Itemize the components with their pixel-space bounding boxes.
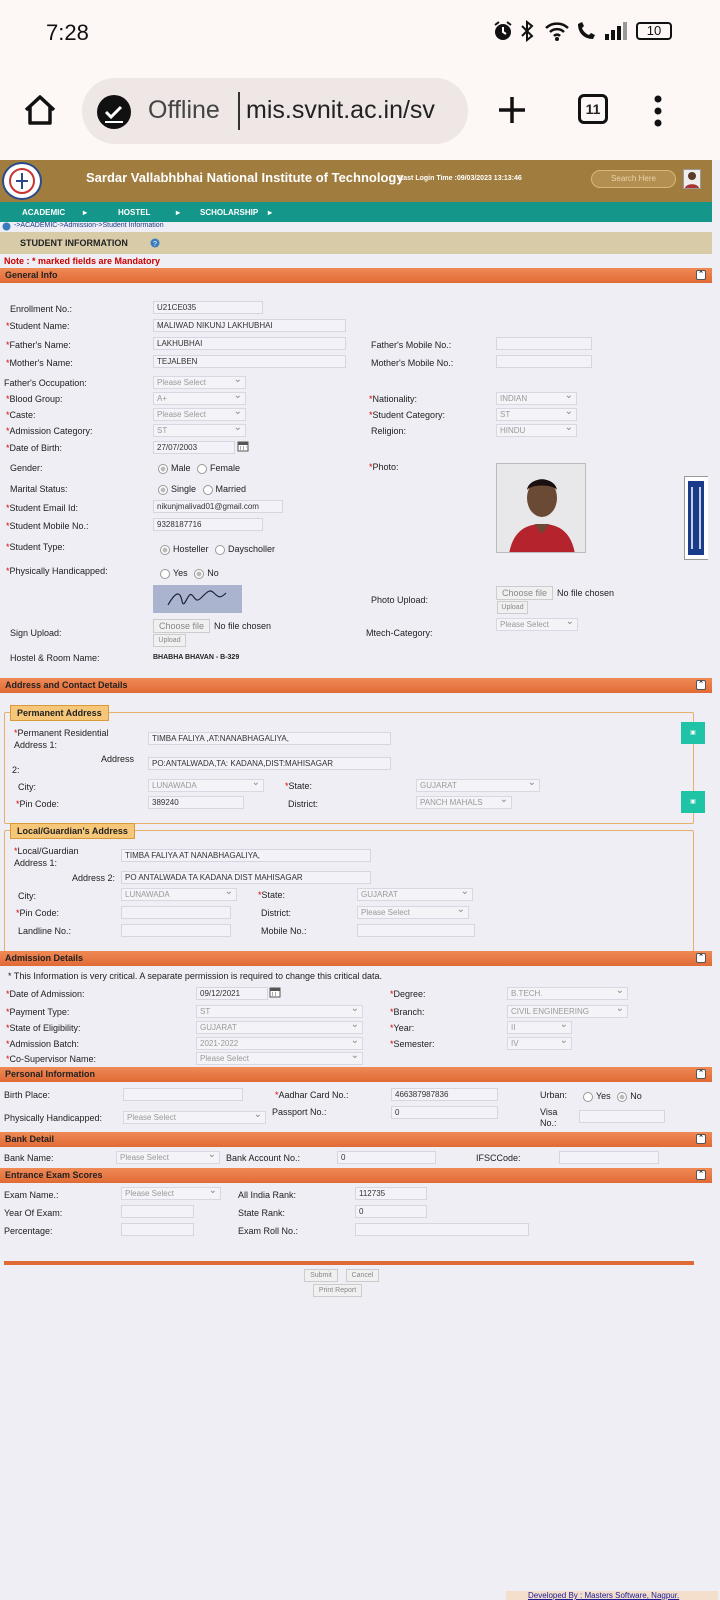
page-title-bar (0, 232, 712, 254)
photo-no-file-text: No file chosen (557, 588, 615, 598)
ph-yes-label: Yes (173, 568, 188, 578)
urban-label: Urban: (540, 1090, 568, 1100)
local-state-select[interactable]: GUJARAT ⌄ (357, 888, 473, 901)
tab-count: 11 (585, 101, 601, 117)
address-bar[interactable] (82, 78, 468, 144)
admission-category-select[interactable]: ST ⌄ (153, 424, 246, 437)
state-rank-label: State Rank: (238, 1208, 286, 1218)
more-menu-icon[interactable] (652, 94, 664, 128)
institute-logo (2, 162, 42, 200)
calendar-icon[interactable] (269, 986, 281, 998)
exam-name-label: Exam Name.: (4, 1190, 59, 1200)
admission-category-label: * Admission Category: (6, 426, 93, 436)
co-supervisor-label: * Co-Supervisor Name: (6, 1054, 96, 1064)
state-eligibility-select[interactable]: GUJARAT ⌄ (196, 1021, 363, 1034)
main-nav (0, 202, 712, 222)
landline-field[interactable] (121, 924, 231, 937)
status-bar (0, 0, 720, 64)
collapse-icon[interactable]: ⌃ (696, 1170, 706, 1180)
nav-scholarship[interactable]: SCHOLARSHIP (200, 208, 259, 217)
section-title: Personal Information (5, 1069, 96, 1079)
perm-addr2-label-b: 2: (12, 765, 20, 775)
permanent-address-legend: Permanent Address (10, 705, 109, 721)
mobile-label: * Student Mobile No.: (6, 521, 89, 531)
admission-batch-select[interactable]: 2021-2022 ⌄ (196, 1037, 363, 1050)
side-tab-button[interactable]: ▣ (681, 791, 705, 813)
mother-mobile-field[interactable] (496, 355, 592, 368)
nationality-label: * Nationality: (369, 394, 417, 404)
footer-credit[interactable]: Developed By : Masters Software, Nagpur. (528, 1591, 680, 1600)
mother-name-label: * Mother's Name: (6, 358, 73, 368)
personal-ph-select[interactable]: Please Select ⌄ (123, 1111, 266, 1124)
local-district-label: District: (261, 908, 291, 918)
semester-label: * Semester: (390, 1039, 435, 1049)
local-mobile-field[interactable] (357, 924, 475, 937)
marital-single-label: Single (171, 484, 197, 494)
exam-year-field[interactable] (121, 1205, 194, 1218)
personal-ph-label: Physically Handicapped: (4, 1113, 103, 1123)
section-title: Bank Detail (5, 1134, 55, 1144)
student-name-field[interactable]: MALIWAD NIKUNJ LAKHUBHAI (153, 319, 346, 332)
mandatory-note: Note : * marked fields are Mandatory (4, 256, 161, 266)
father-name-field[interactable]: LAKHUBHAI (153, 337, 346, 350)
gender-radio-group (158, 463, 240, 474)
local-pin-field[interactable] (121, 906, 231, 919)
marital-radio-group (158, 484, 246, 495)
ph-yes-radio[interactable] (160, 569, 170, 579)
hosteller-label: Hosteller (173, 544, 209, 554)
perm-district-select[interactable]: PANCH MAHALS ⌄ (416, 796, 512, 809)
student-photo-image (497, 464, 586, 553)
bank-account-label: Bank Account No.: (226, 1153, 301, 1163)
air-field[interactable]: 112735 (355, 1187, 427, 1200)
perm-pin-field[interactable]: 389240 (148, 796, 244, 809)
collapse-icon[interactable]: ⌃ (696, 680, 706, 690)
perm-state-select[interactable]: GUJARAT ⌄ (416, 779, 540, 792)
gender-label: Gender: (10, 463, 43, 473)
year-label: * Year: (390, 1023, 414, 1033)
visa-label-b: No.: (540, 1118, 557, 1128)
passport-field[interactable]: 0 (391, 1106, 498, 1119)
urban-yes-radio[interactable] (583, 1092, 593, 1102)
institute-name: Sardar Vallabhbhai National Institute of Technology (86, 170, 404, 185)
semester-select[interactable]: IV ⌄ (507, 1037, 572, 1050)
bank-name-select[interactable]: Please Select ⌄ (116, 1151, 220, 1164)
father-occupation-select[interactable]: Please Select ⌄ (153, 376, 246, 389)
enrollment-label: Enrollment No.: (10, 304, 73, 314)
local-mobile-label: Mobile No.: (261, 926, 307, 936)
photo-label: * Photo: (369, 462, 399, 472)
wifi-call-icon (574, 20, 598, 42)
local-addr1-label: * Local/Guardian Address 1: (14, 845, 109, 869)
student-type-label: * Student Type: (6, 542, 65, 552)
father-mobile-label: Father's Mobile No.: (371, 340, 452, 350)
section-admission[interactable] (0, 951, 712, 966)
doa-field[interactable]: 09/12/2021 (196, 987, 268, 1000)
ifsc-field[interactable] (559, 1151, 659, 1164)
mobile-field[interactable]: 9328187716 (153, 518, 263, 531)
sign-no-file-text: No file chosen (214, 621, 272, 631)
perm-pin-label: * Pin Code: (16, 799, 59, 809)
wifi-icon (544, 20, 570, 42)
blood-group-select[interactable]: A+ ⌄ (153, 392, 246, 405)
father-occupation-label: Father's Occupation: (4, 378, 87, 388)
web-page (0, 160, 720, 1600)
photo-upload-button[interactable]: Upload (497, 601, 528, 614)
collapse-icon[interactable]: ⌃ (696, 1069, 706, 1079)
edge-badge-icon (685, 477, 707, 559)
bottom-divider (4, 1261, 694, 1265)
degree-label: * Degree: (390, 989, 426, 999)
url-text[interactable]: mis.svnit.ac.in/sv (246, 96, 435, 124)
perm-addr1-field[interactable]: TIMBA FALIYA ,AT:NANABHAGALIYA, (148, 732, 391, 745)
battery-icon (636, 22, 672, 40)
hostel-room-value: BHABHA BHAVAN - B-329 (153, 654, 240, 661)
gender-female-label: Female (210, 463, 241, 473)
alarm-icon (492, 20, 514, 42)
hosteller-radio[interactable] (160, 545, 170, 555)
section-title: Entrance Exam Scores (5, 1170, 103, 1180)
urban-radio-group (583, 1091, 642, 1102)
student-type-radio-group (160, 544, 275, 555)
payment-type-label: * Payment Type: (6, 1007, 69, 1017)
dob-label: * Date of Birth: (6, 443, 62, 453)
state-eligibility-label: * State of Eligibility: (6, 1023, 81, 1033)
doa-label: * Date of Admission: (6, 989, 85, 999)
dayscholler-radio[interactable] (215, 545, 225, 555)
collapse-icon[interactable]: ⌃ (696, 1134, 706, 1144)
sign-choose-file-button[interactable]: Choose file (153, 619, 210, 633)
landline-label: Landline No.: (18, 926, 72, 936)
tab-switcher-button[interactable] (578, 94, 608, 124)
local-state-label: * State: (258, 890, 285, 900)
nav-arrow-icon: ▸ (176, 208, 181, 217)
last-login-time: Last Login Time :09/03/2023 13:13:46 (399, 175, 522, 182)
air-label: All India Rank: (238, 1190, 297, 1200)
search-placeholder: Search Here (611, 174, 656, 183)
status-time: 7:28 (46, 20, 89, 45)
aadhar-field[interactable]: 466387987836 (391, 1088, 498, 1101)
offline-check-icon (96, 94, 132, 130)
nav-hostel[interactable]: HOSTEL (118, 208, 151, 217)
percentage-field[interactable] (121, 1223, 194, 1236)
branch-label: * Branch: (390, 1007, 425, 1017)
site-header (0, 160, 712, 202)
bank-account-field[interactable]: 0 (337, 1151, 436, 1164)
local-city-label: City: (18, 891, 36, 901)
percentage-label: Percentage: (4, 1226, 53, 1236)
perm-city-select[interactable]: LUNAWADA ⌄ (148, 779, 264, 792)
local-addr2-label: Address 2: (72, 873, 116, 883)
payment-type-select[interactable]: ST ⌄ (196, 1005, 363, 1018)
passport-label: Passport No.: (272, 1107, 327, 1117)
hostel-room-label: Hostel & Room Name: (10, 653, 100, 663)
birth-place-field[interactable] (123, 1088, 243, 1101)
perm-addr2-field[interactable]: PO:ANTALWADA,TA: KADANA,DIST:MAHISAGAR (148, 757, 391, 770)
local-district-select[interactable]: Please Select ⌄ (357, 906, 469, 919)
admission-batch-label: * Admission Batch: (6, 1039, 79, 1049)
visa-label-a: Visa (540, 1107, 558, 1117)
degree-select[interactable]: B.TECH. ⌄ (507, 987, 628, 1000)
caste-select[interactable]: Please Select ⌄ (153, 408, 246, 421)
marital-married-radio[interactable] (203, 485, 213, 495)
bank-name-label: Bank Name: (4, 1153, 54, 1163)
perm-addr2-label-a: Address (101, 754, 135, 764)
sign-upload-button[interactable]: Upload (153, 634, 186, 647)
aadhar-label: * Aadhar Card No.: (275, 1090, 349, 1100)
local-city-select[interactable]: LUNAWADA ⌄ (121, 888, 237, 901)
religion-select[interactable]: HINDU ⌄ (496, 424, 577, 437)
submit-button[interactable]: Submit (304, 1269, 338, 1282)
user-avatar[interactable] (683, 169, 701, 189)
state-rank-field[interactable]: 0 (355, 1205, 427, 1218)
section-entrance[interactable] (0, 1168, 712, 1183)
gender-male-radio[interactable] (158, 464, 168, 474)
email-label: * Student Email Id: (6, 503, 78, 513)
urban-no-radio[interactable] (617, 1092, 627, 1102)
section-address[interactable] (0, 678, 712, 693)
exam-roll-field[interactable] (355, 1223, 529, 1236)
marital-status-label: Marital Status: (10, 484, 68, 494)
ph-no-label: No (207, 568, 219, 578)
local-pin-label: * Pin Code: (16, 908, 59, 918)
bluetooth-icon (518, 20, 536, 42)
footer-bar (506, 1591, 718, 1600)
religion-label: Religion: (371, 426, 407, 436)
marital-single-radio[interactable] (158, 485, 168, 495)
perm-city-label: City: (18, 782, 36, 792)
photo-choose-file-button[interactable]: Choose file (496, 586, 553, 600)
student-category-select[interactable]: ST ⌄ (496, 408, 577, 421)
logo-emblem-icon (4, 164, 40, 198)
co-supervisor-select[interactable]: Please Select ⌄ (196, 1052, 363, 1065)
new-tab-icon[interactable] (496, 94, 528, 126)
mtech-category-label: Mtech-Category: (366, 628, 433, 638)
ph-radio-group (160, 568, 219, 579)
home-breadcrumb-icon[interactable] (2, 222, 11, 231)
battery-level: 10 (646, 23, 662, 38)
student-name-label: * Student Name: (6, 321, 70, 331)
exam-roll-label: Exam Roll No.: (238, 1226, 299, 1236)
photo-upload-label: Photo Upload: (371, 595, 429, 605)
url-divider (238, 92, 240, 130)
dob-field[interactable]: 27/07/2003 (153, 441, 235, 454)
ph-no-radio[interactable] (194, 569, 204, 579)
section-general-info[interactable] (0, 268, 712, 283)
nationality-select[interactable]: INDIAN ⌄ (496, 392, 577, 405)
signature-image-icon (153, 585, 242, 613)
local-addr2-field[interactable]: PO ANTALWADA TA KADANA DIST MAHISAGAR (121, 871, 371, 884)
gender-female-radio[interactable] (197, 464, 207, 474)
marital-married-label: Married (215, 484, 247, 494)
signature-image (153, 585, 242, 613)
cancel-button[interactable]: Cancel (346, 1269, 379, 1282)
home-icon[interactable] (22, 92, 58, 128)
page-title: STUDENT INFORMATION (20, 238, 128, 248)
year-select[interactable]: II ⌄ (507, 1021, 572, 1034)
section-title: Address and Contact Details (5, 680, 128, 690)
sign-upload-label: Sign Upload: (10, 628, 62, 638)
search-input[interactable] (591, 170, 676, 188)
svg-text:?: ? (153, 241, 157, 248)
ph-label: * Physically Handicapped: (6, 566, 108, 576)
father-mobile-field[interactable] (496, 337, 592, 350)
blood-group-label: * Blood Group: (6, 394, 63, 404)
section-title: General Info (5, 270, 58, 280)
nav-arrow-icon: ▸ (268, 208, 273, 217)
branch-select[interactable]: CIVIL ENGINEERING ⌄ (507, 1005, 628, 1018)
mother-name-field[interactable]: TEJALBEN (153, 355, 346, 368)
section-title: Admission Details (5, 953, 84, 963)
local-address-legend: Local/Guardian's Address (10, 823, 135, 839)
perm-district-label: District: (288, 799, 318, 809)
section-bank[interactable] (0, 1132, 712, 1147)
breadcrumb[interactable]: ->ACADEMIC->Admission->Student Information (14, 222, 164, 229)
section-personal[interactable] (0, 1067, 712, 1082)
perm-state-label: * State: (285, 781, 312, 791)
avatar-icon (684, 170, 700, 188)
print-report-button[interactable]: Print Report (313, 1284, 362, 1297)
exam-year-label: Year Of Exam: (4, 1208, 63, 1218)
signal-icon (603, 20, 629, 42)
edge-badge[interactable] (684, 476, 708, 560)
urban-no-label: No (630, 1091, 642, 1101)
student-category-label: * Student Category: (369, 410, 445, 420)
side-tab-button[interactable]: ▣ (681, 722, 705, 744)
nav-arrow-icon: ▸ (83, 208, 88, 217)
browser-toolbar (0, 64, 720, 160)
ifsc-label: IFSCCode: (476, 1153, 521, 1163)
calendar-icon[interactable] (237, 440, 249, 452)
visa-field[interactable] (579, 1110, 665, 1123)
urban-yes-label: Yes (596, 1091, 611, 1101)
mtech-category-select[interactable]: Please Select ⌄ (496, 618, 578, 631)
nav-academic[interactable]: ACADEMIC (22, 208, 66, 217)
gender-male-label: Male (171, 463, 191, 473)
mother-mobile-label: Mother's Mobile No.: (371, 358, 454, 368)
student-photo (496, 463, 586, 553)
offline-label: Offline (148, 96, 220, 124)
birth-place-label: Birth Place: (4, 1090, 51, 1100)
exam-name-select[interactable]: Please Select ⌄ (121, 1187, 221, 1200)
local-addr1-field[interactable]: TIMBA FALIYA AT NANABHAGALIYA, (121, 849, 371, 862)
perm-addr1-label: * Permanent Residential Address 1: (14, 727, 134, 751)
email-field[interactable]: nikunjmalivad01@gmail.com (153, 500, 283, 513)
collapse-icon[interactable]: ⌃ (696, 270, 706, 280)
collapse-icon[interactable]: ⌃ (696, 953, 706, 963)
help-icon[interactable] (150, 238, 160, 248)
caste-label: * Caste: (6, 410, 36, 420)
father-name-label: * Father's Name: (6, 340, 71, 350)
enrollment-field[interactable]: U21CE035 (153, 301, 263, 314)
dayscholler-label: Dayscholler (228, 544, 276, 554)
admission-warning: * This Information is very critical. A separate permission is required to change this critical data. (8, 971, 383, 981)
